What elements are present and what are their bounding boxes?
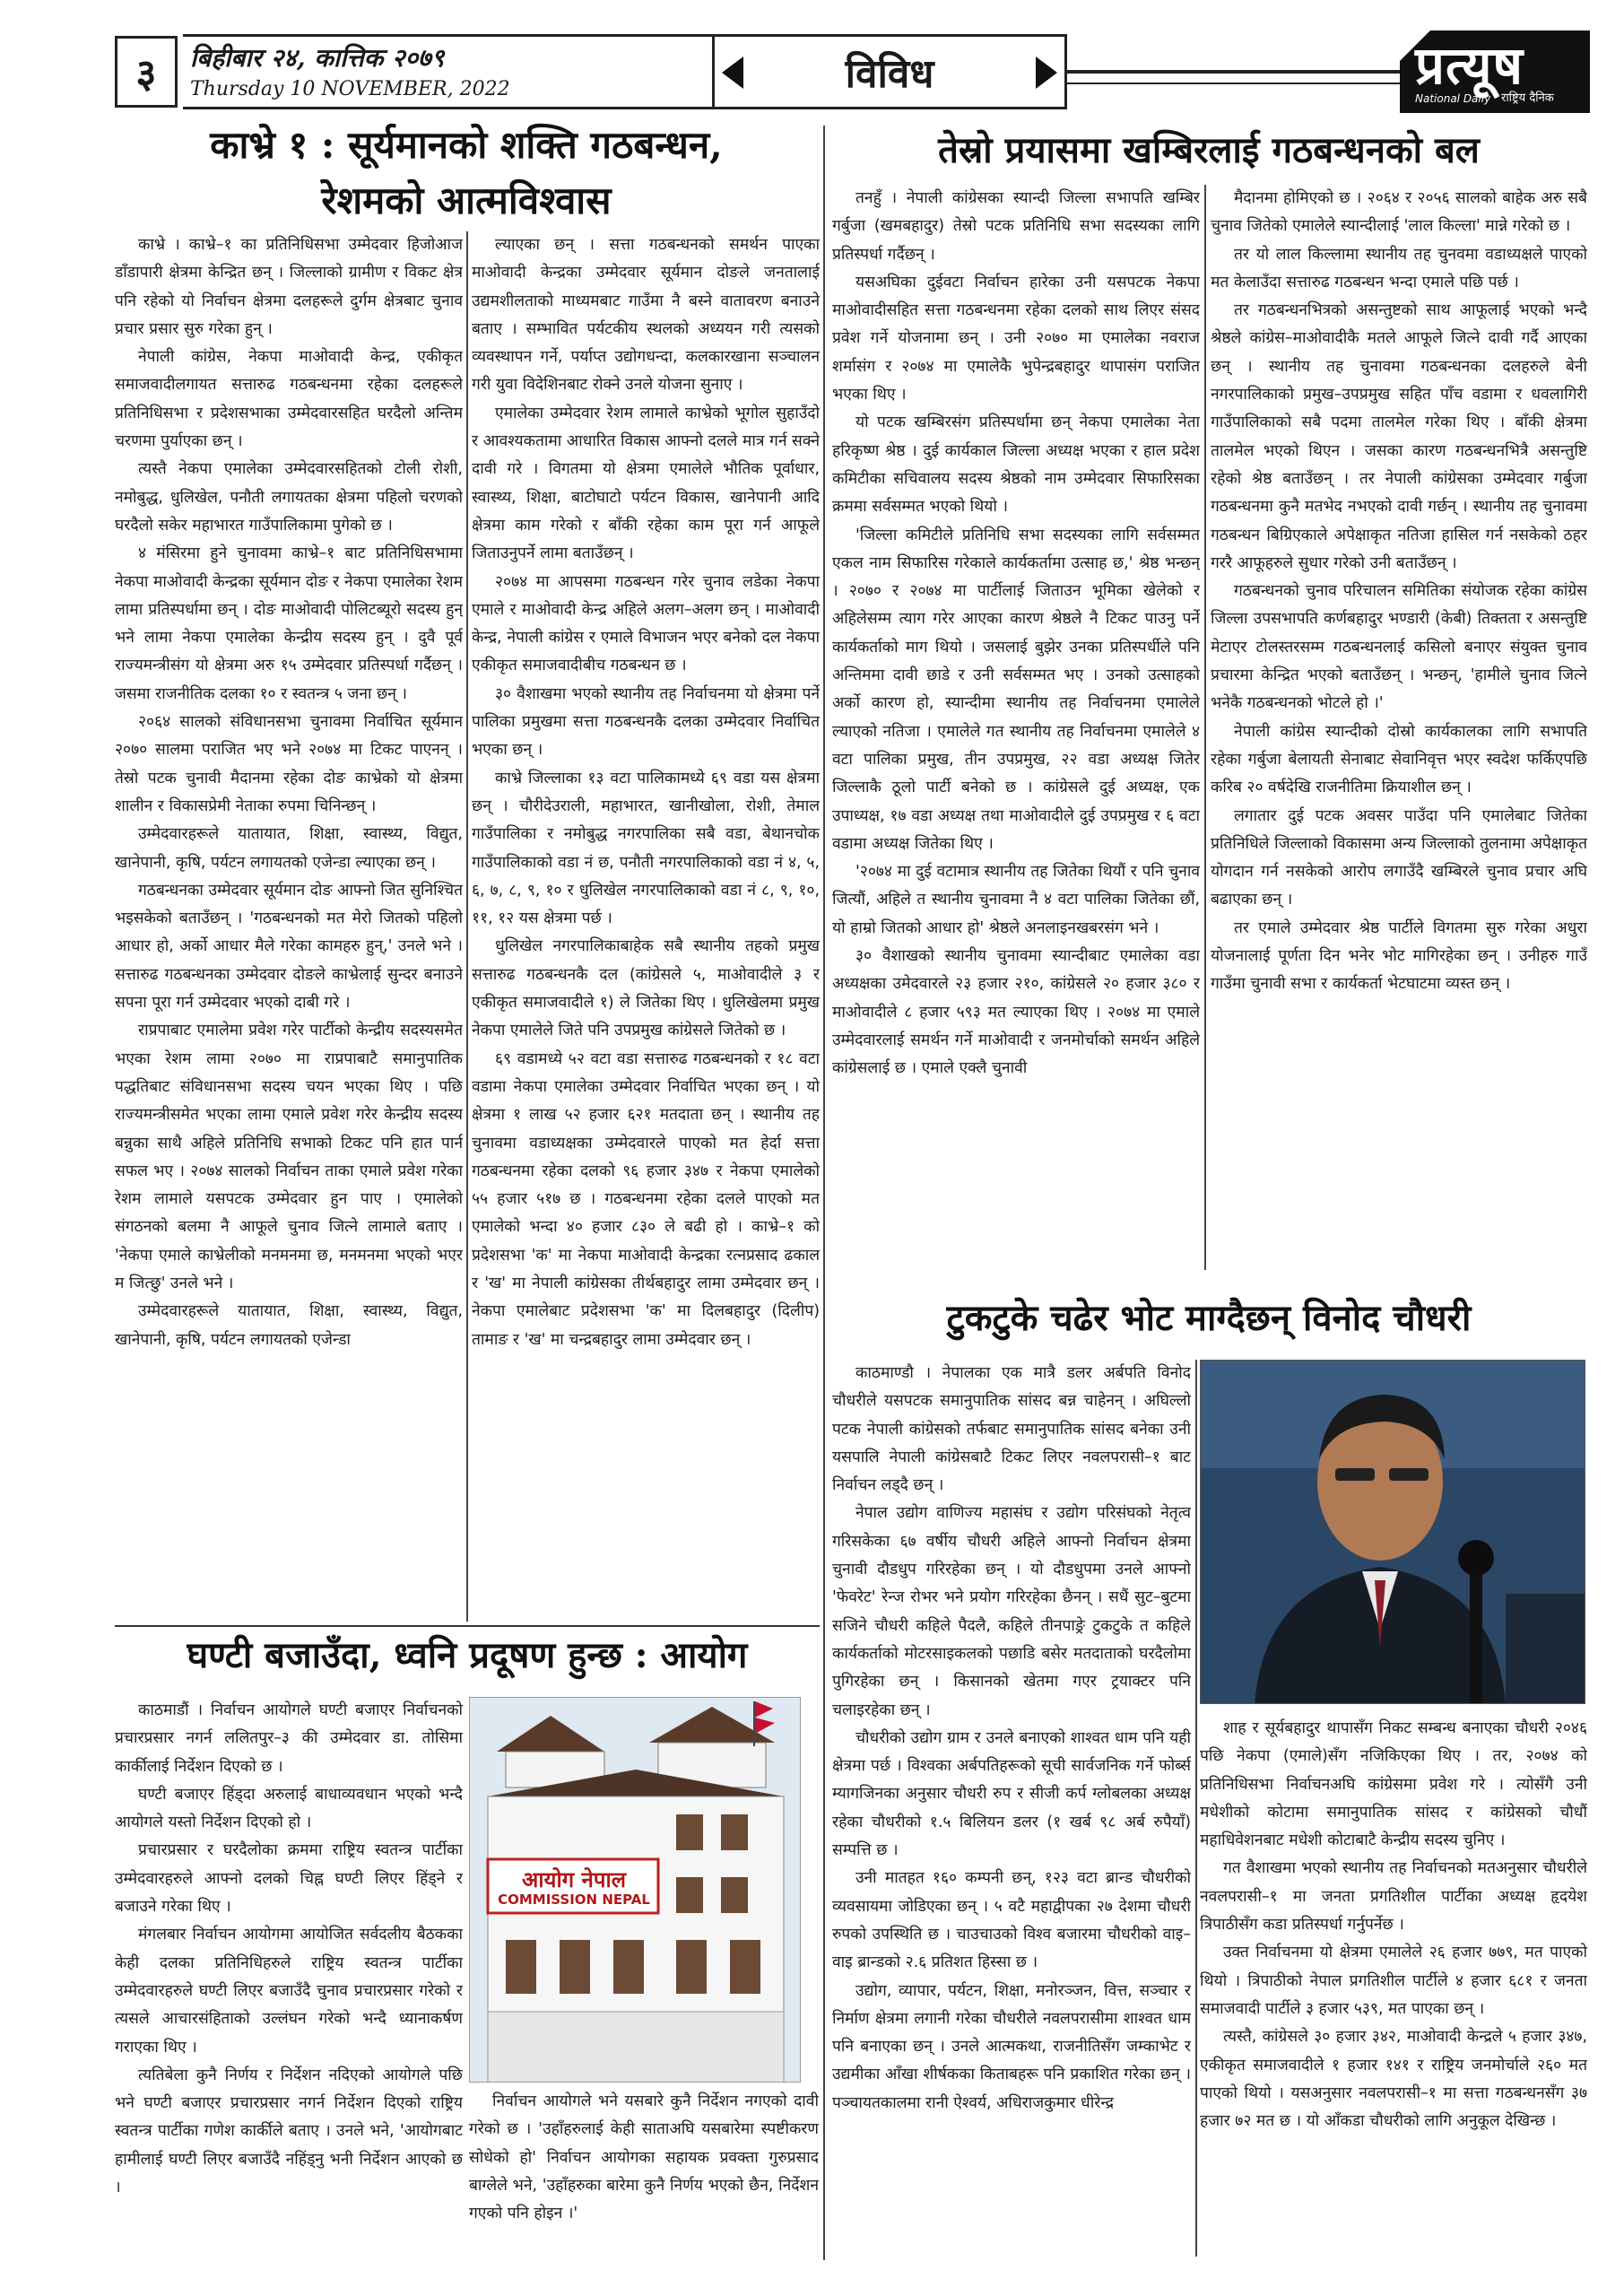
article1-column-2 — [472, 231, 820, 1622]
page-number: ३ — [115, 36, 178, 108]
article2-c2-p3: तर गठबन्धनभित्रको असन्तुष्टको साथ आफूलाई भएको भन्दै श्रेष्ठले कांग्रेस–माओवादीकै मतले आफूले जित्ने दावी गर्दै आएका छन् । स्थानीय तह चुनावमा गठबन्धनका दलहरुले बेनी नगरपालिकाको प्रमुख–उपप्रमुख सहित पाँच वडामा र धवलागिरी गाउँपालिकाको सबै पदमा तालमेल गरेका थिए । बाँकी क्षेत्रमा तालमेल भएको थिएन । जसका कारण गठबन्धनभित्रै असन्तुष्टि रहेको श्रेष्ठ बताउँछन् । तर नेपाली कांग्रेसका उम्मेदवार गर्बुजा गठबन्धनमा कुनै मतभेद नभएको दावी गर्छन् । स्थानीय तह चुनावमा गठबन्धन बिग्रिएकाले अपेक्षाकृत नतिजा हासिल गर्न नसकेको ठहर गररै आफूहरुले सुधार गरेको उनी बताउँछन् । — [1211, 301, 1587, 572]
column-divider — [1195, 1360, 1197, 2257]
logo-name: प्रत्यूष — [1415, 35, 1524, 96]
article3-headline: टुकटुके चढेर भोट माग्दैछन् विनोद चौधरी — [946, 1297, 1472, 1339]
article1-c1-p6: उम्मेदवारहरूले यातायात, शिक्षा, स्वास्थ्य, विद्युत, खानेपानी, कृषि, पर्यटन लगायतको एजेन्डा ल्याएका छन् । — [115, 825, 463, 872]
article4-column-2 — [469, 2088, 819, 2257]
article1-c2-p7: ६९ वडामध्ये ५२ वटा वडा सत्तारुढ गठबन्धनको र १८ वटा वडामा नेकपा एमालेका उम्मेदवार निर्वाचित भएका छन् । यो क्षेत्रमा १ लाख ५२ हजार ६२१ मतदाता छन् । स्थानीय तह चुनावमा वडाध्यक्षका उम्मेदवारले पाएको मत हेर्दा सत्ता गठबन्धनमा रहेका दलको ९६ हजार ३४७ र नेकपा एमालेको ५५ हजार ५१७ छ । गठबन्धनमा रहेका दलले पाएको मत एमालेको भन्दा ४० हजार ८३० ले बढी हो । काभ्रे–१ को प्रदेशसभा 'क' मा नेकपा माओवादी केन्द्रका रत्नप्रसाद ढकाल र 'ख' मा नेपाली कांग्रेसका तीर्थबहादुर लामा उम्मेदवार छन् । नेकपा एमालेबाट प्रदेशसभा 'क' मा दिलबहादुर (दिलीप) तामाङ र 'ख' मा चन्द्रबहादुर लामा उम्मेदवार छन् । — [472, 1049, 820, 1349]
article1-c2-p5: काभ्रे जिल्लाका १३ वटा पालिकामध्ये ६९ वडा यस क्षेत्रमा छन् । चौरीदेउराली, महाभारत, खानीखोला, रोशी, तेमाल गाउँपालिका र नमोबुद्ध नगरपालिका सबै वडा, बेथानचोक गाउँपालिकाको वडा नं छ, पनौती नगरपालिकाको वडा नं ४, ५, ६, ७, ८, ९, १० र धुलिखेल नगरपालिकाको वडा नं ८, ९, १०, ११, १२ यस क्षेत्रमा पर्छ । — [472, 769, 820, 928]
article2-c1-p1: तनहुँ । नेपाली कांग्रेसका स्यान्दी जिल्ला सभापति खम्बिर गर्बुजा (खमबहादुर) तेस्रो पटक प्रतिनिधि सभा सदस्यका लागि प्रतिस्पर्धा गर्दैछन् । — [832, 189, 1200, 264]
article2-c2-p6: लगातार दुई पटक अवसर पाउँदा पनि एमालेबाट जितेका प्रतिनिधिले जिल्लाको विकासमा अन्य जिल्लाको तुलनामा अपेक्षाकृत योगदान गर्न नसकेको आरोप लगाउँदै खम्बिरले चुनाव प्रचार अघि बढाएका छन् । — [1211, 806, 1587, 909]
article4-headline: घण्टी बजाउँदा, ध्वनि प्रदूषण हुन्छ : आयोग — [115, 1625, 820, 1684]
article1-c2-p3: २०७४ मा आपसमा गठबन्धन गरेर चुनाव लडेका नेकपा एमाले र माओवादी केन्द्र अहिले अलग–अलग छन् । माओवादी केन्द्र, नेपाली कांग्रेस र एमाले विभाजन भएर बनेको दल नेकपा एकीकृत समाजवादीबीच गठबन्धन छ । — [472, 572, 820, 675]
article4-c1-p3: प्रचारप्रसार र घरदैलोका क्रममा राष्ट्रिय स्वतन्त्र पार्टीका उम्मेदवारहरुले आफ्नो दलको चिह्न घण्टी लिएर हिंड्ने र बजाउने गरेका थिए । — [115, 1841, 463, 1917]
article2-c2-p1: मैदानमा होमिएको छ । २०६४ र २०५६ सालको बाहेक अरु सबै चुनाव जितेको एमालेले स्यान्दीलाई 'लाल किल्ला' मान्ने गरेको छ । — [1211, 189, 1587, 236]
arrow-left-icon — [722, 57, 743, 89]
date-nepali: बिहीबार २४, कात्तिक २०७९ — [190, 43, 445, 73]
logo-sub-ne: राष्ट्रिय दैनिक — [1501, 91, 1554, 105]
commission-sign-ne: आयोग नेपाल — [522, 1866, 626, 1892]
portrait-illustration — [1201, 1361, 1585, 1704]
article1-c1-p2: नेपाली कांग्रेस, नेकपा माओवादी केन्द्र, एकीकृत समाजवादीलगायत सत्तारुढ गठबन्धनमा रहेका दलहरूले प्रतिनिधिसभा र प्रदेशसभाका उम्मेदवारसहित घरदैलो अन्तिम चरणमा पुर्याएका छन् । — [115, 348, 463, 451]
date-english: Thursday 10 NOVEMBER, 2022 — [190, 78, 510, 100]
column-divider — [823, 126, 825, 2260]
column-divider — [1204, 185, 1206, 1270]
article2-c2-p5: नेपाली कांग्रेस स्यान्दीको दोस्रो कार्यकालका लागि सभापति रहेका गर्बुजा बेलायती सेनाबाट सेवानिवृत्त भएर स्वदेश फर्किएपछि करिब २० वर्षदेखि राजनीतिमा क्रियाशील छन् । — [1211, 722, 1587, 797]
article1-c1-p9: उम्मेदवारहरूले यातायात, शिक्षा, स्वास्थ्य, विद्युत, खानेपानी, कृषि, पर्यटन लगायतको एजेन्डा — [115, 1302, 463, 1349]
article2-c1-p6: ३० वैशाखको स्थानीय चुनावमा स्यान्दीबाट एमालेका वडा अध्यक्षका उमेदवारले २३ हजार २१०, कांग्रेसले २० हजार ३८० र माओवादीले ८ हजार ५९३ मत ल्याएका थिए । २०७४ मा एमाले उम्मेदवारलाई समर्थन गर्ने माओवादी र जनमोर्चाको समर्थन अहिले कांग्रेसलाई छ । एमाले एक्लै चुनावी — [832, 947, 1200, 1078]
article3-c2-p4: त्यस्तै, कांग्रेसले ३० हजार ३४२, माओवादी केन्द्रले ५ हजार ३४७, एकीकृत समाजवादीले १ हजार १४१ र राष्ट्रिय जनमोर्चाले २६० मत पाएको थियो । यसअनुसार नवलपरासी–१ मा सत्ता गठबन्धनसँग ३७ हजार ७२ मत छ । यो आँकडा चौधरीको लागि अनुकूल देखिन्छ । — [1200, 2028, 1587, 2131]
article3-c1-p3: चौधरीको उद्योग ग्राम र उनले बनाएको शाश्वत धाम पनि यही क्षेत्रमा पर्छ । विश्वका अर्बपतिहरूको सूची सार्वजनिक गर्ने फोर्ब्स म्यागजिनका अनुसार चौधरी रुप र सीजी कर्प ग्लोबलका अध्यक्ष रहेका चौधरीको १.५ बिलियन डलर (१ खर्ब ९८ अर्ब रुपैयाँ) सम्पत्ति छ । — [832, 1728, 1191, 1860]
article3-c2-p3: उक्त निर्वाचनमा यो क्षेत्रमा एमालेले २६ हजार ७७९, मत पाएको थियो । त्रिपाठीको नेपाल प्रगतिशील पार्टीले ४ हजार ६८१ र जनता समाजवादी पार्टीले ३ हजार ५३९, मत पाएका छन् । — [1200, 1944, 1587, 2018]
section-label-box — [712, 34, 1067, 109]
binod-chaudhary-photo — [1200, 1360, 1585, 1704]
article2-c1-p5: '२०७४ मा दुई वटामात्र स्थानीय तह जितेका थियौं र पनि चुनाव जित्यौं, अहिले त स्थानीय चुनावमा नै ४ वटा पालिका जितेका छौं, यो हाम्रो जितको आधार हो' श्रेष्ठले अनलाइनखबरसंग भने । — [832, 863, 1200, 937]
article2-c2-p2: तर यो लाल किल्लामा स्थानीय तह चुनवमा वडाध्यक्षले पाएको मत केलाउँदा सत्तारुढ गठबन्धन भन्दा एमाले पछि पर्छ । — [1211, 245, 1587, 291]
article3-c2-p2: गत वैशाखमा भएको स्थानीय तह निर्वाचनको मतअनुसार चौधरीले नवलपरासी–१ मा जनता प्रगतिशील पार्टीका अध्यक्ष हृदयेश त्रिपाठीसँग कडा प्रतिस्पर्धा गर्नुपर्नेछ । — [1200, 1859, 1587, 1935]
article2-column-2 — [1211, 185, 1587, 1270]
page-header — [115, 30, 1590, 118]
column-divider — [466, 231, 468, 1622]
article1-c1-p7: गठबन्धनका उम्मेदवार सूर्यमान दोङ आफ्नो जित सुनिश्चित भइसकेको बताउँछन् । 'गठबन्धनको मत मेरो जितको पहिलो आधार हो, अर्को आधार मैले गरेका कामहरु हुन्,' उनले भने । सत्तारुढ गठबन्धनका उम्मेदवार दोङले काभ्रेलाई सुन्दर बनाउने सपना पूरा गर्न उम्मेदवार भएको दाबी गरे । — [115, 881, 463, 1013]
article4-c1-p1: काठमाडौं । निर्वाचन आयोगले घण्टी बजाएर निर्वाचनको प्रचारप्रसार नगर्न ललितपुर–३ की उम्मेदवार डा. तोसिमा कार्कीलाई निर्देशन दिएको छ । — [115, 1701, 463, 1776]
article1-c2-p6: धुलिखेल नगरपालिकाबाहेक सबै स्थानीय तहको प्रमुख सत्तारुढ गठबन्धनकै दल (कांग्रेसले ५, माओवादीले ३ र एकीकृत समाजवादीले १) ले जितेका थिए । धुलिखेलमा प्रमुख नेकपा एमालेले जिते पनि उपप्रमुख कांग्रेसले जितेको छ । — [472, 937, 820, 1040]
section-title: विविध — [845, 51, 934, 97]
election-commission-photo — [469, 1697, 801, 2083]
article3-c1-p2: नेपाल उद्योग वाणिज्य महासंघ र उद्योग परिसंघको नेतृत्व गरिसकेका ६७ वर्षीय चौधरी अहिले आफ्नो निर्वाचन क्षेत्रमा चुनावी दौडधुप गरिरहेका छन् । यो दौडधुपमा उनले आफ्नो 'फेवरेट' रेन्ज रोभर भने प्रयोग गरिरहेका छैनन् । सधैं सुट–बुटमा सजिने चौधरी कहिले पैदलै, कहिले तीनपाङ्रे टुकटुके त कहिले कार्यकर्ताको मोटरसाइकलको पछाडि बसेर मतदाताको घरदैलोमा पुगिरहेका छन् । किसानको खेतमा गएर ट्रयाक्टर पनि चलाइरहेका छन् । — [832, 1504, 1191, 1719]
article4-c1-p4: मंगलबार निर्वाचन आयोगमा आयोजित सर्वदलीय बैठकका केही दलका प्रतिनिधिहरुले राष्ट्रिय स्वतन्त्र पार्टीका उम्मेदवारहरुले घण्टी लिएर बजाउँदै चुनाव प्रचारप्रसार गरेको र त्यसले आचारसंहिताको उल्लंघन गरेको भन्दै ध्यानाकर्षण गराएका थिए । — [115, 1926, 463, 2057]
article2-c2-p7: तर एमाले उम्मेदवार श्रेष्ठ पार्टीले विगतमा सुरु गरेका अधुरा योजनालाई पूर्णता दिन भनेर भोट मागिरहेका छन् । उनीहरु गाउँ गाउँमा चुनावी सभा र कार्यकर्ता भेटघाटमा व्यस्त छन् । — [1211, 918, 1587, 994]
article1-c1-p4: ४ मंसिरमा हुने चुनावमा काभ्रे–१ बाट प्रतिनिधिसभामा नेकपा माओवादी केन्द्रका सूर्यमान दोङ र नेकपा एमालेका रेशम लामा प्रतिस्पर्धामा छन् । दोङ माओवादी पोलिटब्यूरो सदस्य हुन् भने लामा नेकपा एमालेका केन्द्रीय सदस्य हुन् । दुवै पूर्व राज्यमन्त्रीसंग यो क्षेत्रमा अरु १५ उम्मेदवार प्रतिस्पर्धा गर्दैछन् । जसमा राजनीतिक दलका १० र स्वतन्त्र ५ जना छन् । — [115, 544, 463, 703]
article2-c1-p3: यो पटक खम्बिरसंग प्रतिस्पर्धामा छन् नेकपा एमालेका नेता हरिकृष्ण श्रेष्ठ । दुई कार्यकाल जिल्ला अध्यक्ष भएका र हाल प्रदेश कमिटीका सचिवालय सदस्य श्रेष्ठको नाम उम्मेदवार सिफारिसका क्रममा सर्वसम्मत भएको थियो । — [832, 413, 1200, 517]
article2-c1-p2: यसअघिका दुईवटा निर्वाचन हारेका उनी यसपटक नेकपा माओवादीसहित सत्ता गठबन्धनमा रहेका दलको साथ लिएर संसद प्रवेश गर्ने योजनामा छन् । उनी २०७० मा एमालेका नवराज शर्मासंग र २०७४ मा एमालेकै भुपेन्द्रबहादुर थापासंग पराजित भएका थिए । — [832, 273, 1200, 404]
article1-headline-line2: रेशमको आत्मविश्वास — [321, 178, 612, 222]
article4-column-1 — [115, 1697, 463, 2257]
article3-c1-p1: काठमाण्डौ । नेपालका एक मात्रै डलर अर्बपति विनोद चौधरीले यसपटक समानुपातिक सांसद बन्न चाहेनन् । अघिल्लो पटक नेपाली कांग्रेसको तर्फबाट समानुपातिक सांसद बनेका उनी यसपालि नेपाली कांग्रेसबाटै टिकट लिएर नवलपरासी–१ बाट निर्वाचन लड्दै छन् । — [832, 1364, 1191, 1495]
article4-c1-p5: त्यतिबेला कुनै निर्णय र निर्देशन नदिएको आयोगले पछि भने घण्टी बजाएर प्रचारप्रसार नगर्न निर्देशन दिएको राष्ट्रिय स्वतन्त्र पार्टीका गणेश कार्कीले बताए । उनले भने, 'आयोगबाट हामीलाई घण्टी लिएर बजाउँदै नहिंड्नु भनी निर्देशन आएको छ । — [115, 2066, 463, 2197]
arrow-right-icon — [1036, 57, 1057, 89]
article1-c2-p2: एमालेका उम्मेदवार रेशम लामाले काभ्रेको भूगोल सुहाउँदो र आवश्यकतामा आधारित विकास आफ्नो दलले मात्र गर्न सक्ने दावी गरे । विगतमा यो क्षेत्रमा एमालेले भौतिक पूर्वाधार, स्वास्थ्य, शिक्षा, बाटोघाटो पर्यटन विकास, खानेपानी आदि क्षेत्रमा काम गरेको र बाँकी रहेका काम पूरा गर्न आफूले जिताउनुपर्ने लामा बताउँछन् । — [472, 404, 820, 563]
article3-column-2 — [1200, 1715, 1587, 2257]
article1-c2-p4: ३० वैशाखमा भएको स्थानीय तह निर्वाचनमा यो क्षेत्रमा पर्ने पालिका प्रमुखमा सत्ता गठबन्धनकै दलका उम्मेदवार निर्वाचित भएका छन् । — [472, 684, 820, 760]
article2-column-1 — [832, 185, 1200, 1270]
article1-headline-line1: काभ्रे १ : सूर्यमानको शक्ति गठबन्धन, — [210, 123, 723, 167]
article3-c2-p1: शाह र सूर्यबहादुर थापासँग निकट सम्बन्ध बनाएका चौधरी २०४६ पछि नेकपा (एमाले)सँग नजिकिएका थिए । तर, २०७४ को प्रतिनिधिसभा निर्वाचनअघि कांग्रेसमा प्रवेश गरे । त्योसँगै उनी मधेशीको कोटामा समानुपातिक सांसद र कांग्रेसको चौधौं महाधिवेशनबाट मधेशी कोटाबाटै केन्द्रीय सदस्य चुनिए । — [1200, 1719, 1587, 1850]
article4-c1-p2: घण्टी बजाएर हिंड्दा अरुलाई बाधाव्यवधान भएको भन्दै आयोगले यस्तो निर्देशन दिएको हो । — [115, 1785, 463, 1832]
article1-column-1 — [115, 231, 463, 1622]
article3-column-1 — [832, 1360, 1191, 2257]
article3-c1-p5: उद्योग, व्यापार, पर्यटन, शिक्षा, मनोरञ्जन, वित्त, सञ्चार र निर्माण क्षेत्रमा लगानी गरेका चौधरीले नवलपरासीमा शाश्वत धाम पनि बनाएका छन् । उनले आत्मकथा, राजनीतिसँग जम्काभेट र उद्यमीका आँखा शीर्षकका किताबहरू पनि प्रकाशित गरेका छन् । पञ्चायतकालमा रानी ऐश्वर्य, अधिराजकुमार धीरेन्द्र — [832, 1981, 1191, 2112]
article1-c1-p5: २०६४ सालको संविधानसभा चुनावमा निर्वाचित सूर्यमान २०७० सालमा पराजित भए भने २०७४ मा टिकट पाएनन् । तेस्रो पटक चुनावी मैदानमा रहेका दोङ काभ्रेको यो क्षेत्रमा शालीन र विकासप्रेमी नेताका रुपमा चिनिन्छन् । — [115, 713, 463, 815]
article3-c1-p4: उनी मातहत १६० कम्पनी छन्, १२३ वटा ब्रान्ड चौधरीको व्यवसायमा जोडिएका छन् । ५ वटै महाद्वीपका २७ देशमा चौधरी रुपको उपस्थिति छ । चाउचाउको विश्व बजारमा चौधरीको वाइ–वाइ ब्रान्डको २.६ प्रतिशत हिस्सा छ । — [832, 1869, 1191, 1972]
date-block — [183, 34, 793, 109]
article2-c2-p4: गठबन्धनको चुनाव परिचालन समितिका संयोजक रहेका कांग्रेस जिल्ला उपसभापति कर्णबहादुर भण्डारी (केबी) तिक्तता र असन्तुष्टि मेटाएर टोलस्तरसम्म गठबन्धनलाई कसिलो बनाएर संयुक्त चुनाव प्रचारमा केन्द्रित भएको बताउँछन् । भन्छन्, 'हामीले चुनाव जित्ने भनेकै गठबन्धनको भोटले हो ।' — [1211, 582, 1587, 713]
commission-sign-en: COMMISSION NEPAL — [498, 1892, 650, 1908]
article2-headline: तेस्रो प्रयासमा खम्बिरलाई गठबन्धनको बल — [938, 129, 1480, 171]
newspaper-logo — [1400, 30, 1590, 113]
article1-c1-p3: त्यस्तै नेकपा एमालेका उम्मेदवारसहितको टोली रोशी, नमोबुद्ध, धुलिखेल, पनौती लगायतका क्षेत्रमा पहिलो चरणको घरदैलो सकेर महाभारत गाउँपालिकामा पुगेको छ । — [115, 460, 463, 535]
article2-c1-p4: 'जिल्ला कमिटीले प्रतिनिधि सभा सदस्यका लागि सर्वसम्मत एकल नाम सिफारिस गरेकाले कार्यकर्तामा उत्साह छ,' श्रेष्ठ भन्छन् । २०७० र २०७४ मा पार्टीलाई जिताउन भूमिका खेलेको र अहिलेसम्म त्याग गरेर आएका कारण श्रेष्ठले नै टिकट पाउनु पर्ने कार्यकर्ताको माग थियो । जसलाई बुझेर उनका प्रतिस्पर्धीले पनि अन्तिममा दावी छाडे र उनी सर्वसम्मत भए । उनको उत्साहको अर्को कारण हो, स्यान्दीमा स्थानीय तह निर्वाचनमा एमालेले ल्याएको नतिजा । एमालेले गत स्थानीय तह निर्वाचनमा एमालेले ४ वटा पालिका प्रमुख, तीन उपप्रमुख, २२ वडा अध्यक्ष जितेर जिल्लाकै ठूलो पार्टी बनेको छ । कांग्रेसले दुई अध्यक्ष, एक उपाध्यक्ष, १७ वडा अध्यक्ष तथा माओवादीले दुई उपप्रमुख र ६ वटा वडामा अध्यक्ष जितेका थिए । — [832, 526, 1200, 853]
article4-c2-p1: निर्वाचन आयोगले भने यसबारे कुनै निर्देशन नगएको दावी गरेको छ । 'उहाँहरुलाई केही साताअघि यसबारेमा स्पष्टीकरण सोधेको हो' निर्वाचन आयोगका सहायक प्रवक्ता गुरुप्रसाद बाग्लेले भने, 'उहाँहरुका बारेमा कुनै निर्णय भएको छैन, निर्देशन गएको पनि होइन ।' — [469, 2092, 819, 2223]
article1-c1-p8: राप्रपाबाट एमालेमा प्रवेश गरेर पार्टीको केन्द्रीय सदस्यसमेत भएका रेशम लामा २०७० मा राप्रपाबाटै समानुपातिक पद्धतिबाट संविधानसभा सदस्य चयन भएका थिए । पछि राज्यमन्त्रीसमेत भएका लामा एमाले प्रवेश गरेर केन्द्रीय सदस्य बन्नुका साथै अहिले प्रतिनिधि सभाको टिकट पनि हात पार्न सफल भए । २०७४ सालको निर्वाचन ताका एमाले प्रवेश गरेका रेशम लामाले यसपटक उम्मेदवार हुन पाए । एमालेको संगठनको बलमा नै आफूले चुनाव जित्ने लामाले बताए । 'नेकपा एमाले काभ्रेलीको मनमनमा छ, मनमनमा भएको भएर म जित्छु' उनले भने । — [115, 1022, 463, 1292]
logo-sub-en: National Daily — [1415, 92, 1491, 105]
article1-c2-p1: ल्याएका छन् । सत्ता गठबन्धनको समर्थन पाएका माओवादी केन्द्रका उम्मेदवार सूर्यमान दोङले जनतालाई उद्यमशीलताको माध्यमबाट गाउँमा नै बस्ने वातावरण बनाउने बताए । सम्भावित पर्यटकीय स्थलको अध्ययन गरी त्यसको व्यवस्थापन गर्ने, पर्याप्त उद्योगधन्दा, कलकारखाना सञ्चालन गरी युवा विदेशिनबाट रोक्ने उनले योजना सुनाए । — [472, 236, 820, 395]
article1-c1-p1: काभ्रे । काभ्रे–१ का प्रतिनिधिसभा उम्मेदवार हिजोआज डाँडापारी क्षेत्रमा केन्द्रित छन् । जिल्लाको ग्रामीण र विकट क्षेत्र पनि रहेको यो निर्वाचन क्षेत्रमा दलहरूले दुर्गम क्षेत्रबाट चुनाव प्रचार प्रसार सुरु गरेका हुन् । — [115, 236, 463, 338]
